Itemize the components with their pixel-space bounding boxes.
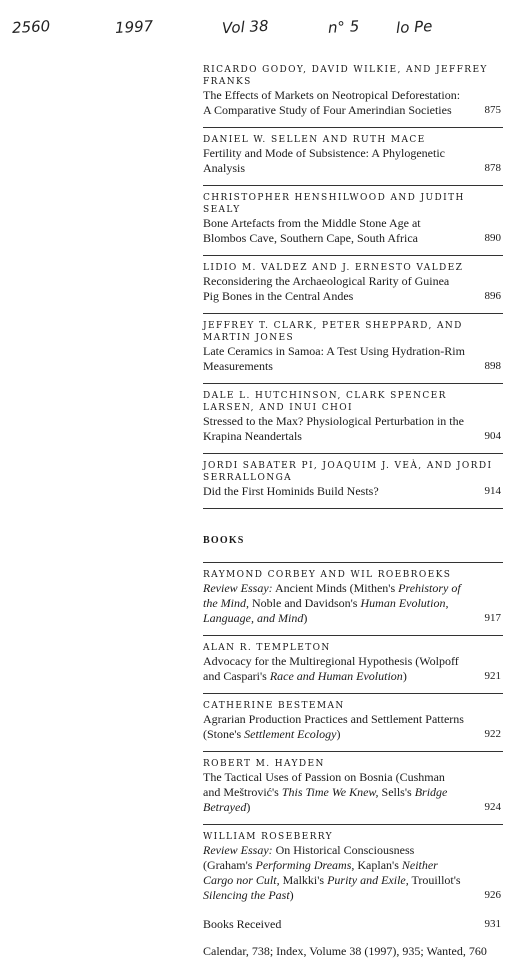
book-entry [203, 758, 503, 815]
title-part: Review Essay: [203, 581, 273, 595]
title-part: Performing Dreams, [255, 858, 355, 872]
entry-page: 921 [484, 670, 501, 682]
entry-page: 878 [484, 162, 501, 174]
title-part: ) [303, 611, 308, 625]
entry-title: Fertility and Mode of Subsistence: A Phylogenetic Analysis [203, 146, 445, 175]
title-part: On Historical Consciousness (Graham's [203, 843, 415, 872]
divider [203, 255, 503, 256]
entry-authors: WILLIAM ROSEBERRY [203, 832, 333, 842]
entry-title [203, 843, 503, 903]
entry-page: 922 [484, 728, 501, 740]
entry-title [203, 654, 503, 684]
title-part: ) [336, 727, 341, 741]
title-part: Ancient Minds (Mithen's [272, 581, 399, 595]
entry-authors: CATHERINE BESTEMAN [203, 701, 345, 711]
title-part: Silencing the Past [203, 888, 290, 902]
book-entry [203, 831, 503, 903]
title-part: Noble and Davidson's [249, 596, 361, 610]
entry-title: Reconsidering the Archaeological Rarity of Guinea Pig Bones in the Central Andes [203, 274, 450, 303]
entry-page: 898 [484, 360, 501, 372]
entry-title: Bone Artefacts from the Middle Stone Age at Blombos Cave, Southern Cape, South Africa [203, 216, 421, 245]
title-part: Kaplan's [354, 858, 402, 872]
title-part: Agrarian Production Practices and Settlement Patterns (Stone's [203, 712, 464, 741]
entry-authors: DALE L. HUTCHINSON, CLARK SPENCER LARSEN, AND INUI CHOI [203, 391, 447, 413]
entry-authors: ROBERT M. HAYDEN [203, 759, 325, 769]
entry-title: Did the First Hominids Build Nests? [203, 484, 379, 498]
entry-page: 917 [484, 612, 501, 624]
title-part: ) [246, 800, 251, 814]
divider [203, 185, 503, 186]
entry-page: 890 [484, 232, 501, 244]
entry-title [203, 770, 503, 815]
entry-authors: DANIEL W. SELLEN AND RUTH MACE [203, 135, 426, 145]
entry-page: 875 [484, 104, 501, 116]
book-entry [203, 569, 503, 626]
title-part: Sells's [378, 785, 415, 799]
book-entry [203, 700, 503, 742]
title-part: Neither Cargo nor Cult, [203, 858, 438, 887]
entry-authors: CHRISTOPHER HENSHILWOOD AND JUDITH SEALY [203, 193, 465, 215]
title-part: Review Essay: [203, 843, 273, 857]
entry-authors: LIDIO M. VALDEZ AND J. ERNESTO VALDEZ [203, 263, 464, 273]
title-part: Race and Human Evolution [269, 669, 403, 683]
entry-page: 904 [484, 430, 501, 442]
books-received-entry [203, 917, 503, 932]
table-of-contents [203, 64, 503, 959]
handwritten-note-3: Vol 38 [221, 16, 270, 38]
handwritten-note-5: lo Pe [395, 17, 433, 37]
entry-page: 924 [484, 801, 501, 813]
handwritten-note-2: 1997 [114, 17, 154, 37]
divider [203, 313, 503, 314]
entry-title: Late Ceramics in Samoa: A Test Using Hydration-Rim Measurements [203, 344, 465, 373]
entry-page: 931 [484, 918, 501, 930]
entry-authors: ALAN R. TEMPLETON [203, 643, 331, 653]
handwritten-note-4: n° 5 [327, 17, 360, 37]
entry-page: 926 [484, 889, 501, 901]
report-entry [203, 64, 503, 118]
divider [203, 508, 503, 509]
entry-authors: RAYMOND CORBEY AND WIL ROEBROEKS [203, 570, 452, 580]
divider [203, 562, 503, 563]
entry-page: 896 [484, 290, 501, 302]
title-part: Prehistory of the Mind, [203, 581, 461, 610]
title-part: Advocacy for the Multiregional Hypothesis (Wolpoff and Caspari's [203, 654, 459, 683]
title-part: Bridge Betrayed [203, 785, 448, 814]
report-entry [203, 320, 503, 374]
entry-title: The Effects of Markets on Neotropical Deforestation: A Comparative Study of Four Amerindian Societies [203, 88, 461, 117]
entry-title: Books Received [203, 917, 282, 931]
entry-authors: JEFFREY T. CLARK, PETER SHEPPARD, AND MARTIN JONES [203, 321, 463, 343]
divider [203, 751, 503, 752]
report-entry [203, 134, 503, 176]
footer-note: Calendar, 738; Index, Volume 38 (1997), 935; Wanted, 760 [203, 944, 487, 958]
report-entry [203, 460, 503, 499]
title-part: ) [289, 888, 294, 902]
title-part: This Time We Knew, [281, 785, 379, 799]
divider [203, 383, 503, 384]
title-part: The Tactical Uses of Passion on Bosnia (Cushman and Meštrović's [203, 770, 445, 799]
report-entry [203, 192, 503, 246]
divider [203, 693, 503, 694]
entry-authors: JORDI SABATER PI, JOAQUIM J. VEÀ, AND JORDI SERRALLONGA [203, 461, 493, 483]
entry-page: 914 [484, 485, 501, 497]
divider [203, 635, 503, 636]
divider [203, 453, 503, 454]
title-part: Purity and Exile, [327, 873, 409, 887]
divider [203, 824, 503, 825]
handwritten-note-1: 2560 [11, 17, 51, 37]
title-part: ) [402, 669, 407, 683]
entry-authors: RICARDO GODOY, DAVID WILKIE, AND JEFFREY FRANKS [203, 65, 488, 87]
book-entry [203, 642, 503, 684]
report-entry [203, 262, 503, 304]
divider [203, 127, 503, 128]
report-entry [203, 390, 503, 444]
entry-title [203, 712, 503, 742]
books-heading: BOOKS [203, 535, 245, 546]
title-part: Malkki's [279, 873, 328, 887]
title-part: Trouillot's [408, 873, 461, 887]
entry-title [203, 581, 503, 626]
title-part: Settlement Ecology [244, 727, 337, 741]
title-part: Human Evolution, Language, and Mind [203, 596, 449, 625]
entry-title: Stressed to the Max? Physiological Perturbation in the Krapina Neandertals [203, 414, 464, 443]
